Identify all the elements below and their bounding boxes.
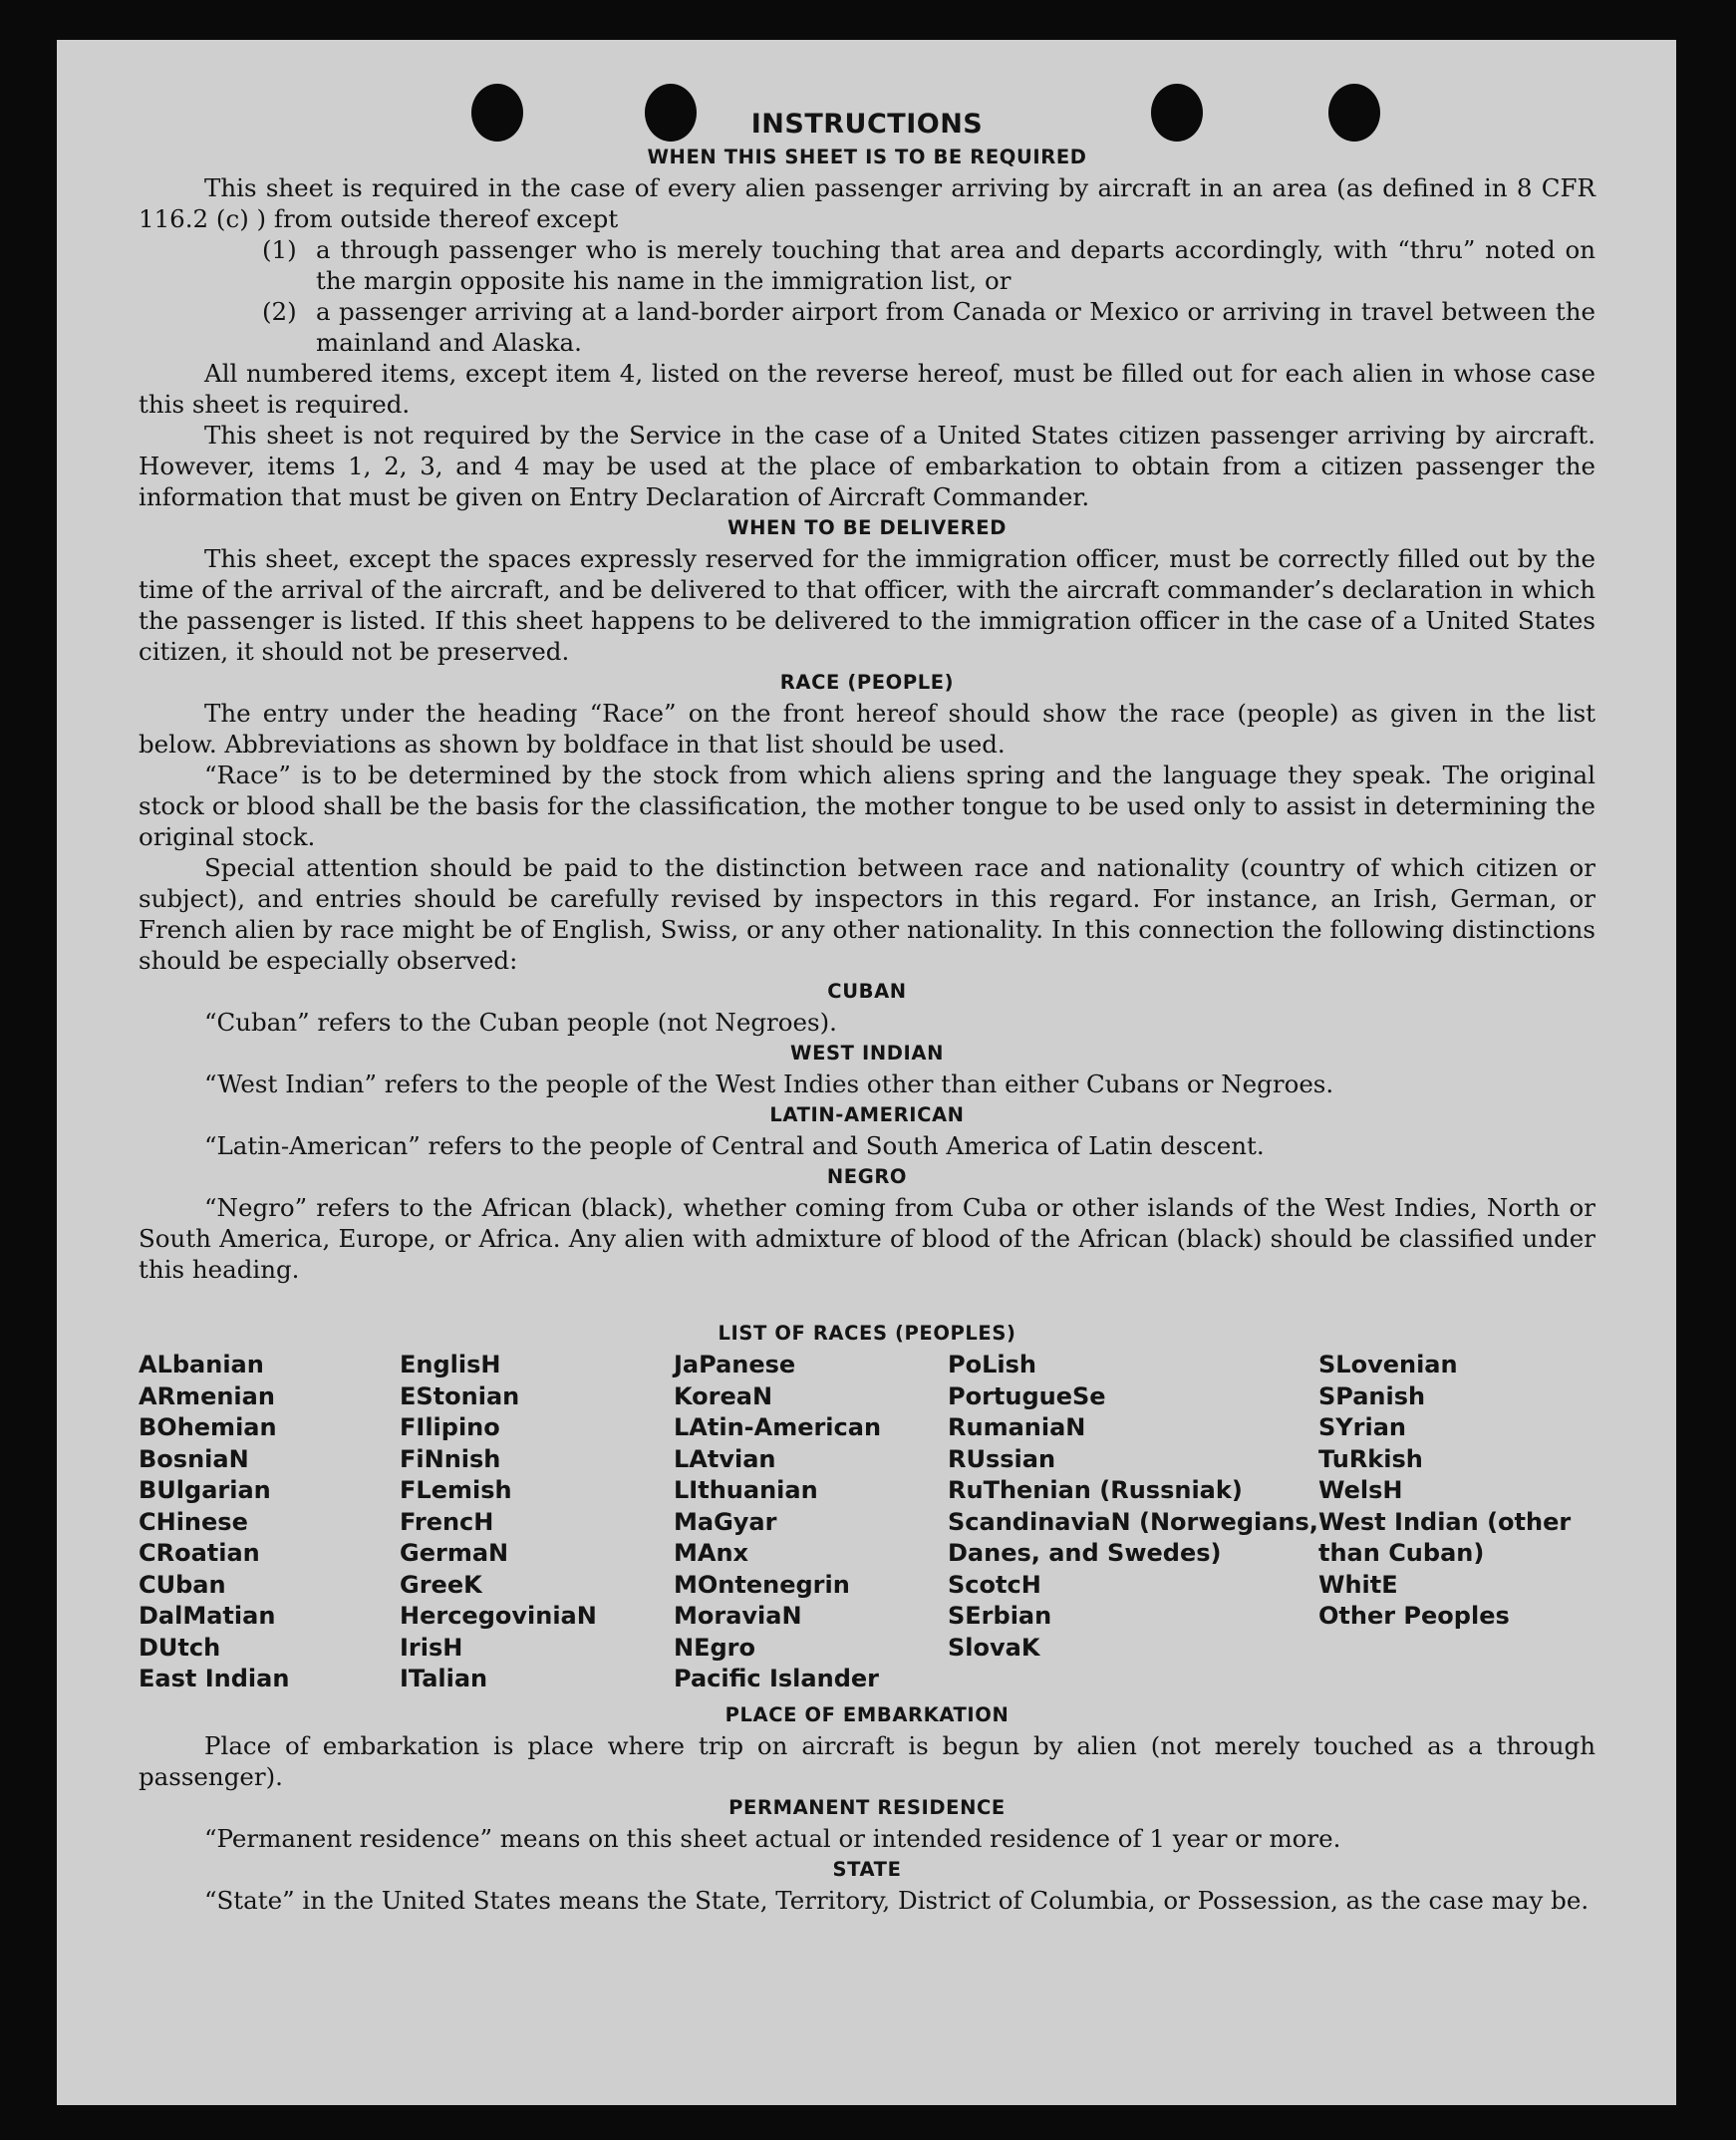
- form-sheet: [57, 40, 1676, 2105]
- race-item: PoLish: [948, 1351, 1036, 1378]
- cuban-heading: CUBAN: [827, 980, 907, 1003]
- race-item: SYrian: [1318, 1413, 1407, 1441]
- race-item: MoraviaN: [674, 1602, 802, 1630]
- exception-item: [139, 234, 1595, 296]
- exception-text: a passenger arriving at a land-border airport from Canada or Mexico or arriving in travel between the mainland and Alaska.: [316, 297, 1595, 357]
- place-of-embarkation-heading: PLACE OF EMBARKATION: [724, 1702, 1010, 1726]
- race-item: PortugueSe: [948, 1381, 1106, 1410]
- state-text: “State” in the United States means the State, Territory, District of Columbia, or Possession, as the case may be.: [204, 1885, 1590, 1915]
- exception-item: [139, 296, 1595, 358]
- exception-number: (2): [262, 297, 297, 326]
- numbered-items-paragraph: All numbered items, except item 4, listed on the reverse hereof, must be filled out for each alien in whose case this sheet is required.: [139, 359, 1595, 419]
- spacer: [139, 1285, 1595, 1318]
- race-item: RuThenian (Russniak): [948, 1476, 1243, 1504]
- race-item: CHinese: [139, 1507, 248, 1536]
- race-item: ARmenian: [139, 1381, 275, 1410]
- negro-heading: NEGRO: [826, 1165, 908, 1188]
- race-item: FLemish: [400, 1476, 512, 1504]
- race-item: LAtvian: [674, 1444, 776, 1473]
- race-item: WhitE: [1318, 1570, 1398, 1599]
- race-item: GermaN: [400, 1539, 509, 1567]
- exception-number: (1): [262, 235, 297, 264]
- instructions-title: INSTRUCTIONS: [750, 109, 984, 140]
- race-item: KoreaN: [674, 1381, 773, 1410]
- race-item: Other Peoples: [1318, 1602, 1510, 1630]
- race-paragraph: “Race” is to be determined by the stock from which aliens spring and the language they speak. The original stock or blood shall be the basis for the classification, the mother tongue to be used only to assist in determining the original stock.: [139, 761, 1595, 851]
- race-item: ALbanian: [139, 1351, 264, 1378]
- race-paragraph: Special attention should be paid to the distinction between race and nationality (country of which citizen or subject), and entries should be carefully revised by inspectors in this regard. For instance, an Irish, German, or French alien by race might be of English, Swiss, or any other nationality. In this connection the following distinctions should be especially observed:: [139, 853, 1595, 975]
- when-required-intro: This sheet is required in the case of every alien passenger arriving by aircraft in an area (as defined in 8 CFR 116.2 (c) ) from outside thereof except: [139, 173, 1595, 233]
- race-item: MaGyar: [674, 1507, 777, 1536]
- race-item: WelsH: [1318, 1476, 1403, 1504]
- race-paragraph: The entry under the heading “Race” on the front hereof should show the race (people) as given in the list below. Abbreviations as shown by boldface in that list should be used.: [139, 699, 1595, 759]
- race-item: West Indian (other than Cuban): [1318, 1507, 1572, 1567]
- race-item: MOntenegrin: [674, 1570, 850, 1599]
- race-item: Pacific Islander: [674, 1665, 879, 1692]
- race-item: SErbian: [948, 1602, 1052, 1630]
- list-of-races-table: [139, 1350, 1595, 1695]
- race-item: EnglisH: [400, 1351, 501, 1378]
- latin-american-text: “Latin-American” refers to the people of Central and South America of Latin descent.: [204, 1131, 1265, 1160]
- latin-american-heading: LATIN-AMERICAN: [769, 1103, 965, 1126]
- negro-text: “Negro” refers to the African (black), whether coming from Cuba or other islands of the West Indies, North or South America, Europe, or Africa. Any alien with admixture of blood of the African (black) should be classified under this heading.: [139, 1193, 1595, 1284]
- race-item: ITalian: [400, 1665, 488, 1692]
- race-item: MAnx: [674, 1539, 749, 1567]
- race-item: LAtin-American: [674, 1413, 882, 1441]
- race-column: [1318, 1350, 1595, 1695]
- race-item: HercegoviniaN: [400, 1602, 597, 1630]
- state-heading: STATE: [832, 1857, 902, 1881]
- race-item: CRoatian: [139, 1539, 260, 1567]
- race-item: IrisH: [400, 1633, 463, 1662]
- race-item: ScandinaviaN (Norwegians, Danes, and Swedes): [948, 1507, 1318, 1567]
- race-item: LIthuanian: [674, 1476, 818, 1504]
- race-item: East Indian: [139, 1665, 290, 1692]
- west-indian-heading: WEST INDIAN: [790, 1042, 944, 1065]
- race-item: BosniaN: [139, 1444, 249, 1473]
- race-column: [674, 1350, 948, 1695]
- race-heading: RACE (PEOPLE): [779, 671, 955, 694]
- race-item: FiNnish: [400, 1444, 501, 1473]
- west-indian-text: “West Indian” refers to the people of the West Indies other than either Cubans or Negroes.: [204, 1070, 1334, 1098]
- place-of-embarkation-text: Place of embarkation is place where trip on aircraft is begun by alien (not merely touched as a through passenger).: [139, 1730, 1595, 1791]
- when-delivered-text: This sheet, except the spaces expressly reserved for the immigration officer, must be correctly filled out by the time of the arrival of the aircraft, and be delivered to that officer, with the aircraft commander’s declaration in which the passenger is listed. If this sheet happens to be delivered to the immigration officer in the case of a United States citizen, it should not be preserved.: [139, 544, 1595, 666]
- race-item: TuRkish: [1318, 1444, 1423, 1473]
- race-item: SlovaK: [948, 1633, 1040, 1662]
- exception-text: a through passenger who is merely touching that area and departs accordingly, with “thru” noted on the margin opposite his name in the immigration list, or: [316, 235, 1595, 295]
- when-required-heading: WHEN THIS SHEET IS TO BE REQUIRED: [647, 146, 1087, 168]
- list-of-races-heading: LIST OF RACES (PEOPLES): [718, 1322, 1016, 1345]
- permanent-residence-heading: PERMANENT RESIDENCE: [728, 1795, 1006, 1819]
- race-item: GreeK: [400, 1570, 482, 1599]
- race-item: EStonian: [400, 1381, 520, 1410]
- race-item: FrencH: [400, 1507, 494, 1536]
- race-item: DUtch: [139, 1633, 221, 1662]
- instructions-content: [139, 108, 1595, 1916]
- citizen-paragraph: This sheet is not required by the Service in the case of a United States citizen passenger arriving by aircraft. However, items 1, 2, 3, and 4 may be used at the place of embarkation to obtain from a citizen passenger the information that must be given on Entry Declaration of Aircraft Commander.: [139, 421, 1595, 511]
- race-item: DalMatian: [139, 1602, 276, 1630]
- race-item: RUssian: [948, 1444, 1056, 1473]
- permanent-residence-text: “Permanent residence” means on this sheet actual or intended residence of 1 year or more.: [204, 1823, 1341, 1853]
- race-column: [400, 1350, 674, 1695]
- race-item: ScotcH: [948, 1570, 1041, 1599]
- race-item: JaPanese: [674, 1351, 796, 1378]
- race-item: FIlipino: [400, 1413, 500, 1441]
- when-delivered-heading: WHEN TO BE DELIVERED: [726, 516, 1008, 539]
- race-item: BUlgarian: [139, 1476, 271, 1504]
- race-item: CUban: [139, 1570, 226, 1599]
- race-column: [139, 1350, 400, 1695]
- race-item: BOhemian: [139, 1413, 277, 1441]
- race-column: [948, 1350, 1318, 1695]
- cuban-text: “Cuban” refers to the Cuban people (not Negroes).: [204, 1008, 837, 1037]
- race-item: NEgro: [674, 1633, 755, 1662]
- race-item: SLovenian: [1318, 1351, 1458, 1378]
- race-item: RumaniaN: [948, 1413, 1086, 1441]
- race-item: SPanish: [1318, 1381, 1426, 1410]
